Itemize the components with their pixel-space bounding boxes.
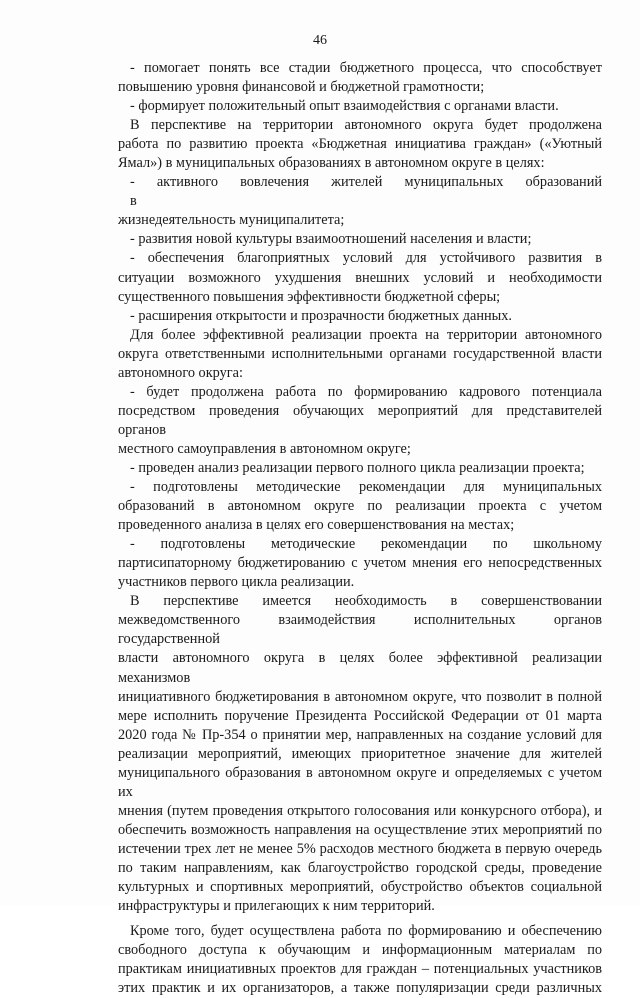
text-line: - подготовлены методические рекомендации по школьному [130,536,602,553]
text-line: округа ответственными исполнительными органами государственной власти [118,345,602,362]
text-line: свободного доступа к обучающим и информационным материалам по [118,942,602,959]
text-line: существенного повышения эффективности бюджетной сферы; [118,288,501,305]
text-line: - проведен анализ реализации первого полного цикла реализации проекта; [130,459,585,476]
text-line: - развития новой культуры взаимоотношений населения и власти; [130,231,532,248]
text-line: обеспечить возможность направления на осуществление этих мероприятий по [118,821,602,838]
text-line: инициативного бюджетирования в автономном округе, что позволит в полной [118,688,602,705]
page-number: 46 [313,33,327,48]
text-line: власти автономного округа в целях более эффективной реализации механизмов [118,650,602,686]
text-line: повышению уровня финансовой и бюджетной грамотности; [118,79,485,96]
text-line: Ямал») в муниципальных образованиях в автономном округе в целях: [118,155,545,172]
text-line: проведенного анализа в целях его совершенствования на местах; [118,517,515,534]
text-line: 2020 года № Пр-354 о принятии мер, направленных на создание условий для [118,726,602,743]
text-line: - расширения открытости и прозрачности бюджетных данных. [130,307,512,324]
text-line: В перспективе имеется необходимость в совершенствовании [130,593,602,610]
text-line: жизнедеятельность муниципалитета; [118,212,345,229]
text-line: автономного округа: [118,364,243,381]
text-line: - будет продолжена работа по формированию кадрового потенциала [130,383,602,400]
text-line: образований в автономном округе по реализации проекта с учетом [118,498,602,515]
text-line: работа по развитию проекта «Бюджетная инициатива граждан» («Уютный [118,136,602,153]
text-line: этих практик и их организаторов, а также популяризации среди различных [118,980,602,997]
text-line: Кроме того, будет осуществлена работа по формированию и обеспечению [130,923,602,940]
text-line: практикам инициативных проектов для граждан – потенциальных участников [118,961,602,978]
text-line: участников первого цикла реализации. [118,574,355,591]
text-line: партисипаторному бюджетированию с учетом мнения его непосредственных [118,555,602,572]
text-line: истечении трех лет не менее 5% расходов местного бюджета в первую очередь [118,840,602,857]
body-text [118,59,602,998]
text-line: мере исполнить поручение Президента Российской Федерации от 01 марта [118,707,602,724]
text-line: - активного вовлечения жителей муниципальных образований в [130,174,602,210]
text-line: В перспективе на территории автономного округа будет продолжена [130,117,602,134]
text-line: межведомственного взаимодействия исполнительных органов государственной [118,612,602,648]
text-line: посредством проведения обучающих мероприятий для представителей органов [118,402,602,438]
text-line: культурных и спортивных мероприятий, обустройство объектов социальной [118,879,602,896]
text-line: муниципального образования в автономном округе и определяемых с учетом их [118,764,602,800]
text-line: ситуации возможного ухудшения внешних условий и необходимости [118,269,602,286]
text-line: по таким направлениям, как благоустройство городской среды, проведение [118,859,602,876]
text-line: - обеспечения благоприятных условий для устойчивого развития в [130,250,602,267]
text-line: - подготовлены методические рекомендации для муниципальных [130,479,602,496]
text-line: мнения (путем проведения открытого голосования или конкурсного отбора), и [118,802,602,819]
text-line: - помогает понять все стадии бюджетного процесса, что способствует [130,60,602,76]
text-line: местного самоуправления в автономном округе; [118,440,411,457]
text-line: реализации мероприятий, имеющих приоритетное значение для жителей [118,745,602,762]
text-line: инфраструктуры и прилегающих к ним территорий. [118,898,435,915]
text-line: - формирует положительный опыт взаимодействия с органами власти. [130,98,559,115]
text-line: Для более эффективной реализации проекта на территории автономного [130,326,602,343]
